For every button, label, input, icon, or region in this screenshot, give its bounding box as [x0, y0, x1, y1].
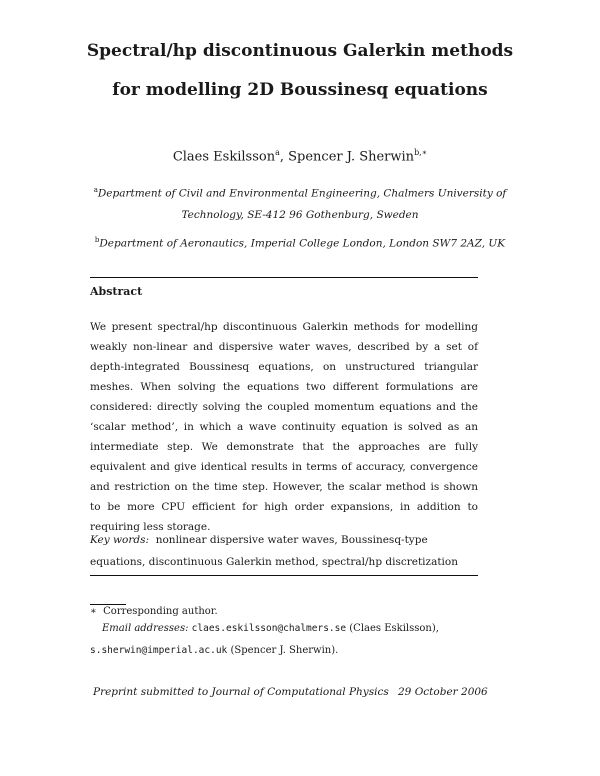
preprint-note: Preprint submitted to Journal of Computational Physics — [93, 686, 389, 698]
footnote-emails-line-2 — [90, 645, 490, 656]
keywords — [90, 529, 478, 573]
author-2: Spencer J. Sherwin — [288, 149, 415, 165]
footnote-rule — [90, 604, 126, 605]
author-1-affil-marker: a — [275, 148, 280, 157]
footnote-emails-line-1 — [102, 623, 502, 634]
footnote-marker: ∗ — [90, 606, 97, 617]
author-separator: , — [279, 149, 289, 165]
keywords-label: Key words: — [90, 534, 150, 546]
email-2[interactable]: s.sherwin@imperial.ac.uk — [90, 645, 228, 656]
abstract-heading: Abstract — [90, 285, 143, 298]
affiliation-a-line-2: Technology, SE-412 96 Gothenburg, Sweden — [181, 209, 419, 221]
affiliation-b-marker: b — [94, 236, 100, 244]
email-1[interactable]: claes.eskilsson@chalmers.se — [191, 623, 347, 634]
title-line-2: for modelling 2D Boussinesq equations — [112, 80, 488, 100]
affiliation-b-text: Department of Aeronautics, Imperial College London, London SW7 2AZ, UK — [99, 237, 506, 250]
title-line-1: Spectral/hp discontinuous Galerkin methods — [86, 41, 514, 61]
abstract-text: We present spectral/hp discontinuous Galerkin methods for modelling weakly non-linear and dispersive water waves, described by a set of depth-integrated Boussinesq equations, on unstructured triangular meshes. When solving the equations two different formulations are considered: directly solving the coupled momentum equations and the ‘scalar method’, in which a wave continuity equation is solved as an intermediate step. We demonstrate that the approaches are fully equivalent and give identical results in terms of accuracy, convergence and restriction on the time step. However, the scalar method is shown to be more CPU efficient for high order expansions, in addition to requiring less storage. — [90, 321, 478, 533]
email-2-name: (Spencer J. Sherwin). — [230, 645, 339, 656]
affiliation-a-text: Department of Civil and Environmental Engineering, Chalmers University of — [97, 187, 507, 200]
author-1: Claes Eskilsson — [172, 149, 276, 165]
keywords-text: nonlinear dispersive water waves, Boussinesq-type equations, discontinuous Galerkin method, spectral/hp discretization — [90, 534, 458, 568]
author-2-affil-marker: b,∗ — [414, 148, 428, 157]
footnote-corresponding-text: Corresponding author. — [103, 606, 218, 617]
preprint-date: 29 October 2006 — [398, 686, 488, 698]
authors — [0, 148, 600, 164]
affiliation-b — [0, 236, 600, 250]
abstract-bottom-rule — [90, 575, 478, 576]
email-1-name: (Claes Eskilsson), — [349, 623, 439, 634]
affiliation-a-marker: a — [93, 186, 98, 194]
abstract-top-rule — [90, 277, 478, 278]
email-label: Email addresses: — [102, 623, 189, 634]
affiliation-a-line-1 — [0, 186, 600, 200]
footnote-corresponding — [90, 606, 490, 617]
